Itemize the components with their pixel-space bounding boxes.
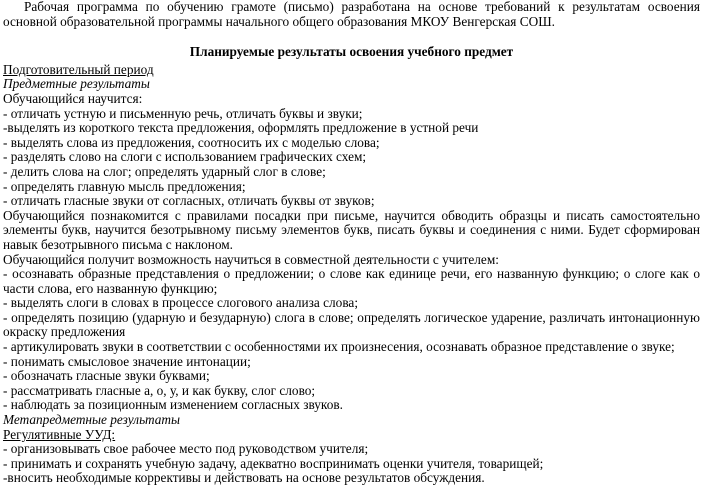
list-item: - выделять слова из предложения, соотносить их с моделью слова; (3, 134, 380, 150)
list-item: - делить слова на слог; определять ударный слог в слове; (3, 163, 326, 179)
list-item: - определять позицию (ударную и безударную) слога в слове; определять логическое ударение, различать интонационную окраску предложения (3, 309, 700, 340)
list-item: - определять главную мысль предложения; (3, 178, 246, 194)
list-item: - принимать и сохранять учебную задачу, адекватно воспринимать оценки учителя, товарищей; (3, 455, 544, 471)
prep-period-heading: Подготовительный период (3, 61, 154, 77)
list-item: - отличать устную и письменную речь, отличать буквы и звуки; (3, 105, 363, 121)
list-item: - наблюдать за позиционным изменением согласных звуков. (3, 397, 343, 413)
list-item: - рассматривать гласные а, о, у, и как букву, слог слово; (3, 382, 316, 398)
list-item: - осознавать образные представления о предложении; о слове как единице речи, его названную функцию; о слоге как о части слова, его названную функцию; (3, 266, 700, 296)
learner-will-heading: Обучающийся научится: (3, 90, 143, 106)
regulative-heading: Регулятивные УУД: (3, 426, 116, 442)
list-item: - выделять слоги в словах в процессе слогового анализа слова; (3, 295, 359, 311)
list-item: - организовывать свое рабочее место под руководством учителя; (3, 441, 369, 457)
subject-results-heading: Предметные результаты (3, 76, 150, 92)
acquaint-paragraph: Обучающийся познакомится с правилами посадки при письме, научится обводить образцы и писать самостоятельно элементы букв, научится безотрывному письму элементов букв, писать буквы и соединения с ними. Будет сформирован навык безотрывного письма с наклоном. (3, 207, 700, 252)
meta-results-heading: Метапредметные результаты (3, 412, 180, 428)
list-item: - разделять слово на слоги с использованием графических схем; (3, 149, 367, 165)
list-item: -вносить необходимые коррективы и действовать на основе результатов обсуждения. (3, 470, 485, 486)
list-item: - отличать гласные звуки от согласных, отличать буквы от звуков; (3, 193, 375, 209)
list-item: - артикулировать звуки в соответствии с особенностями их произнесения, осознавать образное представление о звуке; (3, 339, 675, 355)
section-title: Планируемые результаты освоения учебного предмет (189, 44, 514, 60)
opportunity-heading: Обучающийся получит возможность научиться в совместной деятельности с учителем: (3, 251, 499, 267)
intro-paragraph: Рабочая программа по обучению грамоте (письмо) разработана на основе требований к результатам освоения основной образовательной программы начального общего образования МКОУ Венгерская СОШ. (3, 0, 700, 29)
list-item: - обозначать гласные звуки буквами; (3, 368, 210, 384)
list-item: -выделять из короткого текста предложения, оформлять предложение в устной речи (3, 120, 479, 136)
list-item: - понимать смысловое значение интонации; (3, 353, 251, 369)
